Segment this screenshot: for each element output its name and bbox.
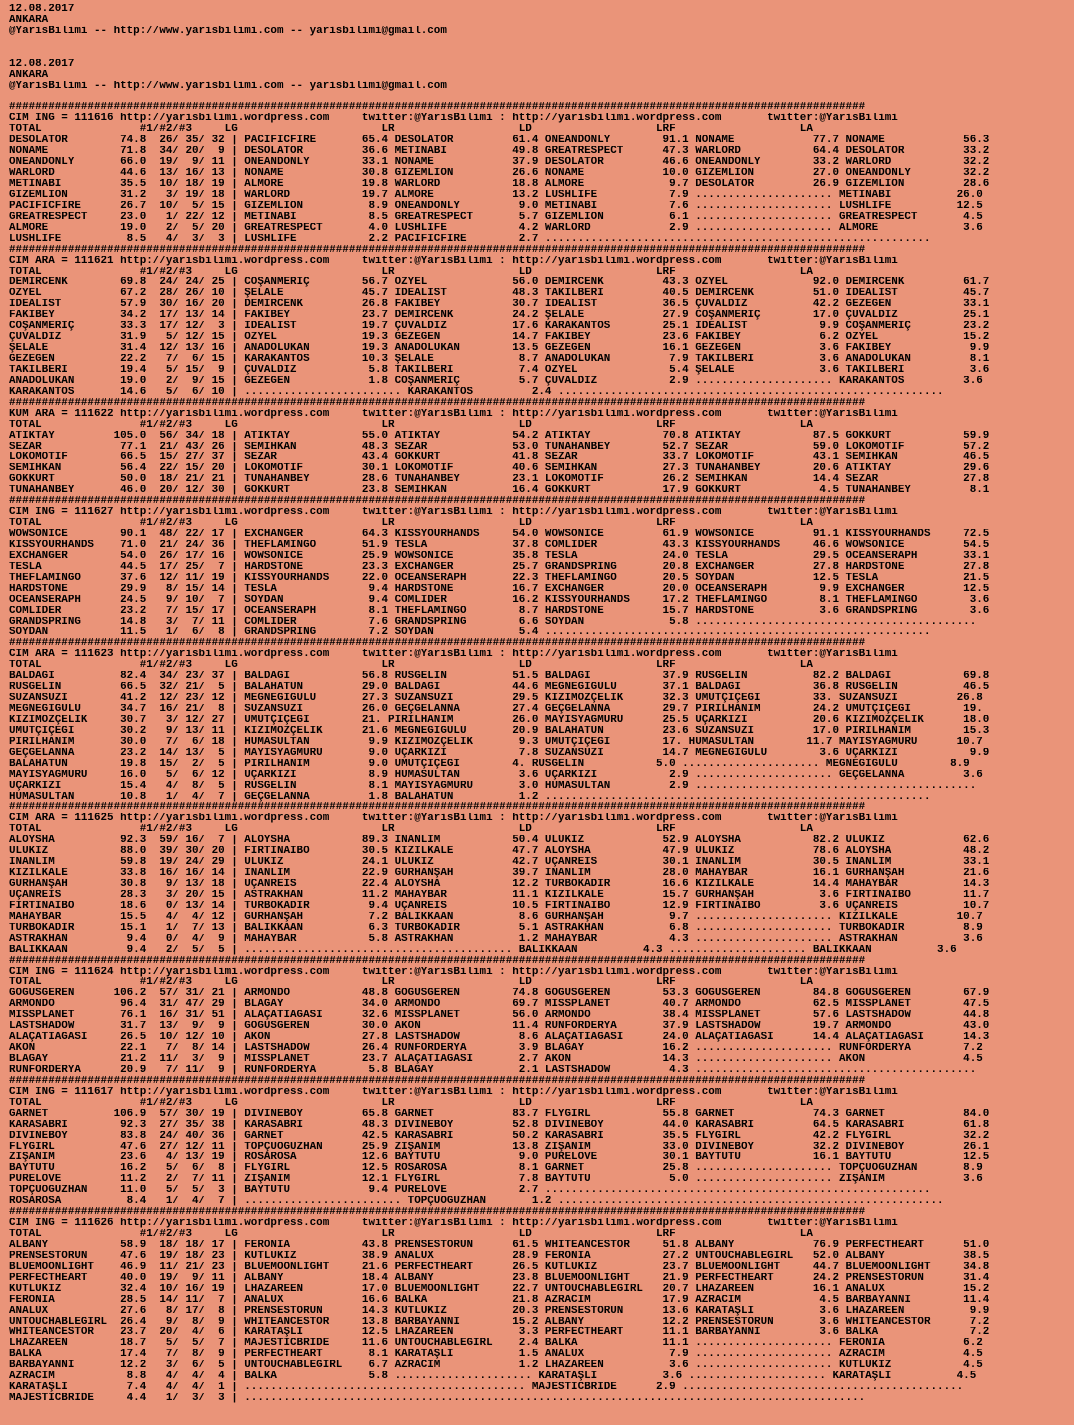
table-row: PACIFICFIRE 26.7 10/ 5/ 15 | GIZEMLION 8.9 ONEANDONLY 9.0 METINABI 7.6 ..................... LUSHLIFE 12.5 <box>9 200 983 212</box>
header-line <box>9 92 1074 103</box>
table-row: GÖKKURT 50.0 18/ 21/ 21 | TUNAHANBEY 28.6 TUNAHANBEY 23.1 LOKOMOTİF 26.2 SEMIHKAN 14.4 SEZAR 27.8 <box>9 474 990 486</box>
table-row: LUSHLIFE 8.5 4/ 3/ 3 | LUSHLIFE 2.2 PACIFICFIRE 2.7 ........................................................... <box>9 233 931 245</box>
table-row: COŞANMERİÇ 33.3 17/ 12/ 3 | IDEALIST 19.7 ÇUVALDIZ 17.6 KARAKANTOS 25.1 IDEALIST 9.9 COŞANMERİÇ 23.2 <box>9 321 990 333</box>
section-divider: ################################################################################################################################### <box>9 802 866 814</box>
table-row: DIVINEBOY 83.8 24/ 40/ 36 | GARNET 42.5 KARASABRİ 50.2 KARASABRİ 35.5 FLYGIRL 42.2 FLYGIRL 32.2 <box>9 1130 990 1142</box>
table-row: ONEANDONLY 66.0 19/ 9/ 11 | ONEANDONLY 33.1 NONAME 37.9 DESOLATOR 46.6 ONEANDONLY 33.2 WARLORD 32.2 <box>9 157 990 169</box>
section-divider: ################################################################################################################################### <box>9 244 866 256</box>
section-divider: ################################################################################################################################### <box>9 638 866 650</box>
table-row: KUTLUKIZ 32.4 10/ 16/ 19 | LHAZAREEN 17.0 BLUEMOONLIGHT 22.7 UNTOUCHABLEGIRL 20.7 LHAZAREEN 16.1 ANALUX 15.2 <box>9 1283 990 1295</box>
header-line: 12.08.2017 <box>9 58 75 70</box>
table-row: RUNFORDERYA 20.9 7/ 11/ 9 | RUNFORDERYA 5.8 BLAĞAY 2.1 LASTSHADOW 4.3 ........................................... <box>9 1064 977 1076</box>
table-row: MAHAYBAR 15.5 4/ 4/ 12 | GÜRHANŞAH 7.2 BALIKKAAN 8.6 GÜRHANŞAH 9.7 ..................... KIZILKALE 10.7 <box>9 911 983 923</box>
table-row: IDEALIST 57.9 30/ 16/ 20 | DEMIRCENK 26.8 FAKIBEY 30.7 IDEALIST 36.5 ÇUVALDIZ 42.2 GEZEGEN 33.1 <box>9 299 990 311</box>
table-row: AZRACIM 8.8 4/ 4/ 4 | BALKA 5.8 ..................... KARATAŞLI 3.6 ..................... KARATAŞLI 4.5 <box>9 1371 977 1383</box>
table-row: ALOYSHA 92.3 59/ 16/ 7 | ALOYSHA 89.3 İNANLIM 50.4 ULUKIZ 52.9 ALOYSHA 82.2 ULUKIZ 62.6 <box>9 835 990 847</box>
table-row: LASTSHADOW 31.7 13/ 9/ 9 | GOGUSGEREN 30.0 AKON 11.4 RUNFORDERYA 37.9 LASTSHADOW 19.7 ARMONDO 43.0 <box>9 1021 990 1033</box>
table-row: MAJESTİCBRIDE 4.4 1/ 3/ 3 | ............................................................................................... <box>9 1393 866 1404</box>
table-row: ROSAROSA 8.4 1/ 4/ 7 | ........................ TOPÇUOĞUZHAN 1.2 ........................................................... <box>9 1196 944 1208</box>
table-row: HARDSTONE 29.9 8/ 15/ 14 | TESLA 9.4 HARDSTONE 16.7 EXCHANGER 20.0 OCEANSERAPH 9.9 EXCHANGER 12.5 <box>9 583 990 595</box>
table-row: SEMIHKAN 56.4 22/ 15/ 20 | LOKOMOTİF 30.1 LOKOMOTİF 40.6 SEMIHKAN 27.3 TUNAHANBEY 20.6 ATIKTAY 29.6 <box>9 463 990 475</box>
column-header: TOTAL #1/#2/#3 LG LR LD LRF LA <box>9 124 813 136</box>
table-row: SEZAR 77.1 21/ 43/ 26 | SEMIHKAN 48.3 SEZAR 53.0 TUNAHANBEY 52.7 SEZAR 59.0 LOKOMOTİF 57.2 <box>9 441 990 453</box>
table-row: TESLA 44.5 17/ 25/ 7 | HARDSTONE 23.3 EXCHANGER 25.7 GRANDSPRING 20.8 EXCHANGER 27.8 HARDSTONE 27.8 <box>9 561 990 573</box>
table-row: ATIKTAY 105.0 56/ 34/ 18 | ATIKTAY 55.0 ATIKTAY 54.2 ATIKTAY 70.8 ATIKTAY 87.5 GÖKKURT 59.9 <box>9 430 990 442</box>
table-row: DEMIRCENK 69.8 24/ 24/ 25 | COŞANMERİÇ 56.7 ÖZYEL 56.0 DEMIRCENK 43.3 ÖZYEL 92.0 DEMIRCENK 61.7 <box>9 277 990 289</box>
table-row: MAYISYAĞMURU 16.0 5/ 6/ 12 | UÇARKIZI 8.9 HUMASULTAN 3.6 UÇARKIZI 2.9 ..................... GEÇGELANNA 3.6 <box>9 769 983 781</box>
table-row: BLUEMOONLIGHT 46.9 11/ 21/ 23 | BLUEMOONLIGHT 21.6 PERFECTHEART 26.5 KUTLUKIZ 23.7 BLUEMOONLIGHT 44.7 BLUEMOONLIGHT 34.8 <box>9 1261 990 1273</box>
table-row: ARMONDO 96.4 31/ 47/ 29 | BLAĞAY 34.0 ARMONDO 69.7 MISSPLANET 40.7 ARMONDO 62.5 MISSPLANET 47.5 <box>9 999 990 1011</box>
table-row: ASTRAKHAN 9.4 0/ 4/ 9 | MAHAYBAR 5.8 ASTRAKHAN 1.2 MAHAYBAR 4.3 ..................... ASTRAKHAN 3.6 <box>9 933 983 945</box>
table-row: İNANLIM 59.8 19/ 24/ 29 | ULUKIZ 24.1 ULUKIZ 42.7 UÇANREİS 30.1 İNANLIM 30.5 İNANLIM 33.1 <box>9 857 990 869</box>
table-row: ALBANY 58.9 18/ 18/ 17 | FERONIA 43.8 PRENSESTORUN 61.5 WHITEANCESTOR 51.8 ALBANY 76.9 PERFECTHEART 51.0 <box>9 1239 990 1251</box>
table-row: THEFLAMINGO 37.6 12/ 11/ 19 | KISSYOURHANDS 22.0 OCEANSERAPH 22.3 THEFLAMINGO 20.5 SOYDAN 12.5 TESLA 21.5 <box>9 572 990 584</box>
table-row: KARASABRİ 92.3 27/ 35/ 38 | KARASABRİ 48.3 DIVINEBOY 52.8 DIVINEBOY 44.0 KARASABRİ 64.5 KARASABRİ 61.8 <box>9 1119 990 1131</box>
section-divider: ################################################################################################################################### <box>9 955 866 967</box>
table-row: EXCHANGER 54.0 26/ 17/ 16 | WOWSONICE 25.9 WOWSONICE 35.8 TESLA 24.0 TESLA 29.5 OCEANSERAPH 33.1 <box>9 550 990 562</box>
header-line: @YarisBilimi -- http://www.yarisbilimi.com -- yarisbilimi@gmail.com <box>9 80 447 92</box>
table-row: LOKOMOTİF 66.5 15/ 27/ 37 | SEZAR 43.4 GÖKKURT 41.8 SEZAR 33.7 LOKOMOTİF 43.1 SEMIHKAN 46.5 <box>9 452 990 464</box>
race-title: CIM ARA = 111623 http://yarisbilimi.wordpress.com twitter:@YarisBilimi : http://yarisbilimi.wordpress.com twitter:@YarisBilimi <box>9 649 898 661</box>
table-row: GEZEGEN 22.2 7/ 6/ 15 | KARAKANTOS 10.3 ŞELALE 8.7 ANADOLUKAN 7.9 TAKILBERİ 3.6 ANADOLUKAN 8.1 <box>9 354 990 365</box>
table-row: FLYGIRL 47.6 27/ 12/ 11 | TOPÇUOĞUZHAN 25.9 ZİŞANIM 13.8 ZİŞANIM 33.0 DIVINEBOY 32.2 DIVINEBOY 26.1 <box>9 1141 990 1153</box>
table-row: BALDAĞI 82.4 34/ 23/ 37 | BALDAĞI 56.8 RUSGELİN 51.5 BALDAĞI 37.9 RUSGELİN 82.2 BALDAĞI 69.8 <box>9 671 990 683</box>
header-line <box>9 37 1074 48</box>
race-title: CIM ING = 111624 http://yarisbilimi.wordpress.com twitter:@YarisBilimi : http://yarisbilimi.wordpress.com twitter:@YarisBilimi <box>9 966 898 978</box>
table-row: NONAME 71.8 34/ 20/ 9 | DESOLATOR 36.6 METINABI 49.8 GREATRESPECT 47.3 WARLORD 64.4 DESOLATOR 33.2 <box>9 146 990 158</box>
section-divider: ################################################################################################################################### <box>9 496 866 508</box>
table-row: ALMORE 19.0 2/ 5/ 20 | GREATRESPECT 4.0 LUSHLIFE 4.2 WARLORD 2.9 ..................... ALMORE 3.6 <box>9 222 983 234</box>
table-row: UÇARKIZI 15.4 4/ 8/ 5 | RUSGELİN 8.1 MAYISYAĞMURU 3.0 HUMASULTAN 2.9 ........................................... <box>9 780 977 792</box>
column-header: TOTAL #1/#2/#3 LG LR LD LRF LA <box>9 1229 813 1240</box>
table-row: WHITEANCESTOR 23.7 20/ 4/ 6 | KARATAŞLI 12.5 LHAZAREEN 3.3 PERFECTHEART 11.1 BARBAYANNI 3.6 BALKA 7.2 <box>9 1327 990 1339</box>
table-row: AKON 22.1 7/ 8/ 14 | LASTSHADOW 26.4 RUNFORDERYA 3.9 BLAĞAY 16.2 ..................... RUNFORDERYA 7.2 <box>9 1043 983 1054</box>
table-row: KARAKANTOS 14.6 5/ 6/ 10 | ........................ KARAKANTOS 2.4 ........................................................... <box>9 386 944 398</box>
header-line: 12.08.2017 <box>9 4 75 15</box>
header-line: ANKARA <box>9 69 49 81</box>
table-row: FAKIBEY 34.2 17/ 13/ 14 | FAKIBEY 23.7 DEMIRCENK 24.2 ŞELALE 27.9 COŞANMERİÇ 17.0 ÇUVALDIZ 25.1 <box>9 310 990 322</box>
table-row: ANALUX 27.6 8/ 17/ 8 | PRENSESTORUN 14.3 KUTLUKIZ 20.3 PRENSESTORUN 13.6 KARATAŞLI 3.6 LHAZAREEN 9.9 <box>9 1305 990 1317</box>
header-line: ANKARA <box>9 14 49 26</box>
table-row: GOGUSGEREN 106.2 57/ 31/ 21 | ARMONDO 48.8 GOGUSGEREN 74.8 GOGUSGEREN 53.3 GOGUSGEREN 84.8 GOGUSGEREN 67.9 <box>9 988 990 1000</box>
table-row: UMUTÇİÇEĞİ 30.2 9/ 13/ 11 | KIZIMÖZÇELİK 21.6 MEGNEĞIGÜLÜ 20.9 BALAHATUN 23.6 SUZANSUZİ 17.0 PIRILHANIM 15.3 <box>9 725 990 737</box>
header-line <box>9 48 1074 59</box>
table-row: BALIKKAAN 9.4 2/ 5/ 5 | ......................................... BALIKKAAN 4.3 ..................... BALIKKAAN 3.6 <box>9 944 957 956</box>
table-row: COMLIDER 23.2 7/ 15/ 17 | OCEANSERAPH 8.1 THEFLAMINGO 8.7 HARDSTONE 15.7 HARDSTONE 3.6 GRANDSPRING 3.6 <box>9 605 990 617</box>
column-header: TOTAL #1/#2/#3 LG LR LD LRF LA <box>9 660 813 672</box>
table-row: GÜRHANŞAH 30.8 9/ 13/ 18 | UÇANREİS 22.4 ALOYSHA 12.2 TURBOKADİR 16.6 KIZILKALE 14.4 MAHAYBAR 14.3 <box>9 879 990 890</box>
table-row: ZİŞANIM 23.6 4/ 13/ 19 | ROSAROSA 12.6 BAYTUTU 9.0 PURELOVE 30.1 BAYTUTU 16.1 BAYTUTU 12.5 <box>9 1152 990 1164</box>
section-divider: ################################################################################################################################### <box>9 1207 866 1219</box>
table-row: PURELOVE 11.2 2/ 7/ 11 | ZİŞANIM 12.1 FLYGIRL 7.8 BAYTUTU 5.0 ..................... ZİŞANIM 3.6 <box>9 1174 983 1186</box>
section-divider: ################################################################################################################################### <box>9 397 866 409</box>
race-title: CIM ARA = 111621 http://yarisbilimi.wordpress.com twitter:@YarisBilimi : http://yarisbilimi.wordpress.com twitter:@YarisBilimi <box>9 255 898 267</box>
section-divider: ################################################################################################################################### <box>9 1075 866 1087</box>
table-row: OCEANSERAPH 24.5 9/ 10/ 7 | SOYDAN 9.4 COMLIDER 16.2 KISSYOURHANDS 17.2 THEFLAMINGO 8.1 THEFLAMINGO 3.6 <box>9 594 990 606</box>
table-row: BALAHATUN 19.8 15/ 2/ 5 | PIRILHANIM 9.0 UMUTÇİÇEĞİ 4. RUSGELİN 5.0 ..................... MEGNEĞIGÜLÜ 8.9 <box>9 758 970 770</box>
table-row: ÖZYEL 67.2 28/ 26/ 10 | ŞELALE 45.7 IDEALIST 48.3 TAKILBERİ 40.5 DEMIRCENK 51.0 IDEALIST 45.7 <box>9 288 990 300</box>
table-row: KARATAŞLI 7.4 4/ 4/ 1 | ........................................... MAJESTİCBRIDE 2.9 ........................................... <box>9 1382 964 1394</box>
race-title: CIM ING = 111616 http://yarisbilimi.wordpress.com twitter:@YarisBilimi : http://yarisbilimi.wordpress.com twitter:@YarisBilimi <box>9 113 898 125</box>
race-title: CIM ING = 111626 http://yarisbilimi.wordpress.com twitter:@YarisBilimi : http://yarisbilimi.wordpress.com twitter:@YarisBilimi <box>9 1218 898 1229</box>
race-title: KUM ARA = 111622 http://yarisbilimi.wordpress.com twitter:@YarisBilimi : http://yarisbilimi.wordpress.com twitter:@YarisBilimi <box>9 408 898 420</box>
table-row: METINABI 35.5 10/ 18/ 19 | ALMORE 19.8 WARLORD 18.8 ALMORE 9.7 DESOLATOR 26.9 GIZEMLION 28.6 <box>9 179 990 190</box>
table-row: GREATRESPECT 23.0 1/ 22/ 12 | METINABI 8.5 GREATRESPECT 5.7 GIZEMLION 6.1 ..................... GREATRESPECT 4.5 <box>9 211 983 223</box>
table-row: UNTOUCHABLEGIRL 26.4 9/ 8/ 9 | WHITEANCESTOR 13.8 BARBAYANNI 15.2 ALBANY 12.2 PRENSESTORUN 3.6 WHITEANCESTOR 7.2 <box>9 1316 990 1328</box>
race-title: CIM ING = 111627 http://yarisbilimi.wordpress.com twitter:@YarisBilimi : http://yarisbilimi.wordpress.com twitter:@YarisBilimi <box>9 507 898 519</box>
race-title: CIM ING = 111617 http://yarisbilimi.wordpress.com twitter:@YarisBilimi : http://yarisbilimi.wordpress.com twitter:@YarisBilimi <box>9 1086 898 1098</box>
column-header: TOTAL #1/#2/#3 LG LR LD LRF LA <box>9 518 813 529</box>
table-row: TUNAHANBEY 46.0 20/ 12/ 30 | GÖKKURT 23.8 SEMIHKAN 16.4 GÖKKURT 17.9 GÖKKURT 4.5 TUNAHANBEY 8.1 <box>9 485 990 497</box>
section-divider: ################################################################################################################################### <box>9 102 866 114</box>
table-row: ŞELALE 31.4 12/ 13/ 16 | ANADOLUKAN 19.3 ANADOLUKAN 13.5 GEZEGEN 16.1 GEZEGEN 3.6 FAKIBEY 9.9 <box>9 343 990 354</box>
table-row: WARLORD 44.6 13/ 16/ 13 | NONAME 30.8 GIZEMLION 26.6 NONAME 10.0 GIZEMLION 27.0 ONEANDONLY 32.2 <box>9 168 990 179</box>
table-row: TURBOKADİR 15.1 1/ 7/ 13 | BALIKKAAN 6.3 TURBOKADİR 5.1 ASTRAKHAN 6.8 ..................... TURBOKADİR 8.9 <box>9 922 983 934</box>
race-title: CIM ARA = 111625 http://yarisbilimi.wordpress.com twitter:@YarisBilimi : http://yarisbilimi.wordpress.com twitter:@YarisBilimi <box>9 813 898 825</box>
table-row: DESOLATOR 74.8 26/ 35/ 32 | PACIFICFIRE 65.4 DESOLATOR 61.4 ONEANDONLY 91.1 NONAME 77.7 NONAME 56.3 <box>9 135 990 147</box>
table-row: GIZEMLION 31.2 3/ 19/ 18 | WARLORD 19.7 ALMORE 13.2 LUSHLIFE 7.9 ..................... METINABI 26.0 <box>9 189 983 201</box>
table-row: TOPÇUOĞUZHAN 11.0 5/ 5/ 3 | BAYTUTU 9.4 PURELOVE 2.7 ........................................................... <box>9 1185 931 1197</box>
table-row: FIRTINAIBO 18.6 0/ 13/ 14 | TURBOKADİR 9.4 UÇANREİS 10.5 FIRTINAIBO 12.9 FIRTINAIBO 3.6 UÇANREİS 10.7 <box>9 900 990 912</box>
table-row: ULUKIZ 88.0 39/ 30/ 20 | FIRTINAIBO 30.5 KIZILKALE 47.7 ALOYSHA 47.9 ULUKIZ 78.6 ALOYSHA 48.2 <box>9 846 990 858</box>
table-row: TAKILBERİ 19.4 5/ 15/ 9 | ÇUVALDIZ 5.8 TAKILBERİ 7.4 ÖZYEL 5.4 ŞELALE 3.6 TAKILBERİ 3.6 <box>9 364 990 376</box>
table-row: RUSGELİN 66.5 32/ 21/ 5 | BALAHATUN 29.0 BALDAĞI 44.6 MEGNEĞIGÜLÜ 37.1 BALDAĞI 36.8 RUSGELİN 46.5 <box>9 682 990 694</box>
header-line: @YarisBilimi -- http://www.yarisbilimi.com -- yarisbilimi@gmail.com <box>9 25 447 37</box>
column-header: TOTAL #1/#2/#3 LG LR LD LRF LA <box>9 824 813 836</box>
table-row: KIZIMÖZÇELİK 30.7 3/ 12/ 27 | UMUTÇİÇEĞİ 21. PIRILHANIM 26.0 MAYISYAĞMURU 25.5 UÇARKIZI 20.6 KIZIMÖZÇELİK 18.0 <box>9 714 990 726</box>
column-header: TOTAL #1/#2/#3 LG LR LD LRF LA <box>9 419 813 431</box>
table-row: ALAÇATIAĞASI 26.5 10/ 12/ 10 | AKON 27.8 LASTSHADOW 8.6 ALAÇATIAĞASI 24.0 ALAÇATIAĞASI 14.4 ALAÇATIAĞASI 14.3 <box>9 1032 990 1044</box>
table-row: LHAZAREEN 18.7 5/ 5/ 7 | MAJESTİCBRIDE 11.6 UNTOUCHABLEGIRL 2.4 BALKA 11.1 ..................... FERONIA 6.2 <box>9 1338 983 1350</box>
table-row: WOWSONICE 90.1 48/ 22/ 17 | EXCHANGER 64.3 KISSYOURHANDS 54.0 WOWSONICE 61.9 WOWSONICE 91.1 KISSYOURHANDS 72.5 <box>9 529 990 540</box>
table-row: MISSPLANET 76.1 16/ 31/ 51 | ALAÇATIAĞASI 32.6 MISSPLANET 56.0 ARMONDO 38.4 MISSPLANET 57.6 LASTSHADOW 44.8 <box>9 1010 990 1022</box>
table-row: GRANDSPRING 14.8 3/ 7/ 11 | COMLIDER 7.6 GRANDSPRING 6.6 SOYDAN 5.8 ........................................... <box>9 616 977 628</box>
table-row: PERFECTHEART 40.0 19/ 9/ 11 | ALBANY 18.4 ALBANY 23.8 BLUEMOONLIGHT 21.9 PERFECTHEART 24.2 PRENSESTORUN 31.4 <box>9 1272 990 1284</box>
table-row: MEGNEĞIGÜLÜ 34.7 16/ 21/ 8 | SUZANSUZİ 26.0 GEÇGELANNA 27.4 GEÇGELANNA 29.7 PIRILHANIM 24.2 UMUTÇİÇEĞİ 19. <box>9 704 983 715</box>
table-row: KISSYOURHANDS 71.0 21/ 24/ 36 | THEFLAMINGO 51.9 TESLA 37.8 COMLIDER 43.3 KISSYOURHANDS 46.6 WOWSONICE 54.5 <box>9 539 990 551</box>
table-row: UÇANREİS 28.3 3/ 20/ 15 | ASTRAKHAN 11.2 MAHAYBAR 11.1 KIZILKALE 15.7 GÜRHANŞAH 3.6 FIRTINAIBO 11.7 <box>9 889 990 901</box>
table-row: PIRILHANIM 30.0 7/ 6/ 18 | HUMASULTAN 9.9 KIZIMÖZÇELİK 9.3 UMUTÇİÇEĞİ 17. HUMASULTAN 11.7 MAYISYAĞMURU 10.7 <box>9 736 983 748</box>
table-row: FERONIA 28.5 14/ 11/ 7 | ANALUX 16.6 BALKA 21.8 AZRACIM 17.9 AZRACIM 4.5 BARBAYANNI 11.4 <box>9 1294 990 1306</box>
table-row: SOYDAN 11.5 1/ 6/ 8 | GRANDSPRING 7.2 SOYDAN 5.4 ........................................................... <box>9 627 931 639</box>
table-row: GEÇGELANNA 23.2 14/ 13/ 5 | MAYISYAĞMURU 9.0 UÇARKIZI 7.8 SUZANSUZİ 14.7 MEGNEĞIGÜLÜ 3.6 UÇARKIZI 9.9 <box>9 747 990 759</box>
table-row: HUMASULTAN 10.8 1/ 4/ 7 | GEÇGELANNA 1.8 BALAHATUN 1.2 ........................................................... <box>9 791 931 803</box>
column-header: TOTAL #1/#2/#3 LG LR LD LRF LA <box>9 977 813 989</box>
table-row: PRENSESTORUN 47.6 19/ 18/ 23 | KUTLUKIZ 38.9 ANALUX 28.9 FERONIA 27.2 UNTOUCHABLEGIRL 52.0 ALBANY 38.5 <box>9 1250 990 1262</box>
table-row: SUZANSUZİ 41.2 12/ 23/ 12 | MEGNEĞIGÜLÜ 27.3 SUZANSUZİ 29.5 KIZIMÖZÇELİK 32.3 UMUTÇİÇEĞİ 33. SUZANSUZİ 26.8 <box>9 693 983 704</box>
table-row: BARBAYANNI 12.2 3/ 6/ 5 | UNTOUCHABLEGIRL 6.7 AZRACIM 1.2 LHAZAREEN 3.6 ..................... KUTLUKIZ 4.5 <box>9 1360 983 1372</box>
table-row: KIZILKALE 33.8 16/ 16/ 14 | İNANLIM 22.9 GÜRHANŞAH 39.7 İNANLIM 28.0 MAHAYBAR 16.1 GÜRHANŞAH 21.6 <box>9 868 990 879</box>
table-row: BLAĞAY 21.2 11/ 3/ 9 | MISSPLANET 23.7 ALAÇATIAĞASI 2.7 AKON 14.3 ..................... AKON 4.5 <box>9 1054 983 1065</box>
table-row: GARNET 106.9 57/ 30/ 19 | DIVINEBOY 65.8 GARNET 83.7 FLYGIRL 55.8 GARNET 74.3 GARNET 84.0 <box>9 1108 990 1120</box>
table-row: BALKA 17.4 7/ 8/ 9 | PERFECTHEART 8.1 KARATAŞLI 1.5 ANALUX 7.9 ..................... AZRACIM 4.5 <box>9 1349 983 1361</box>
table-row: BAYTUTU 16.2 5/ 6/ 8 | FLYGIRL 12.5 ROSAROSA 8.1 GARNET 25.8 ..................... TOPÇUOĞUZHAN 8.9 <box>9 1163 983 1175</box>
column-header: TOTAL #1/#2/#3 LG LR LD LRF LA <box>9 1097 813 1109</box>
table-row: ÇUVALDIZ 31.9 5/ 12/ 15 | ÖZYEL 19.3 GEZEGEN 14.7 FAKIBEY 23.6 FAKIBEY 6.2 ÖZYEL 15.2 <box>9 332 990 344</box>
table-row: ANADOLUKAN 19.0 2/ 9/ 15 | GEZEGEN 1.8 COŞANMERİÇ 5.7 ÇUVALDIZ 2.9 ..................... KARAKANTOS 3.6 <box>9 375 983 387</box>
column-header: TOTAL #1/#2/#3 LG LR LD LRF LA <box>9 266 813 278</box>
